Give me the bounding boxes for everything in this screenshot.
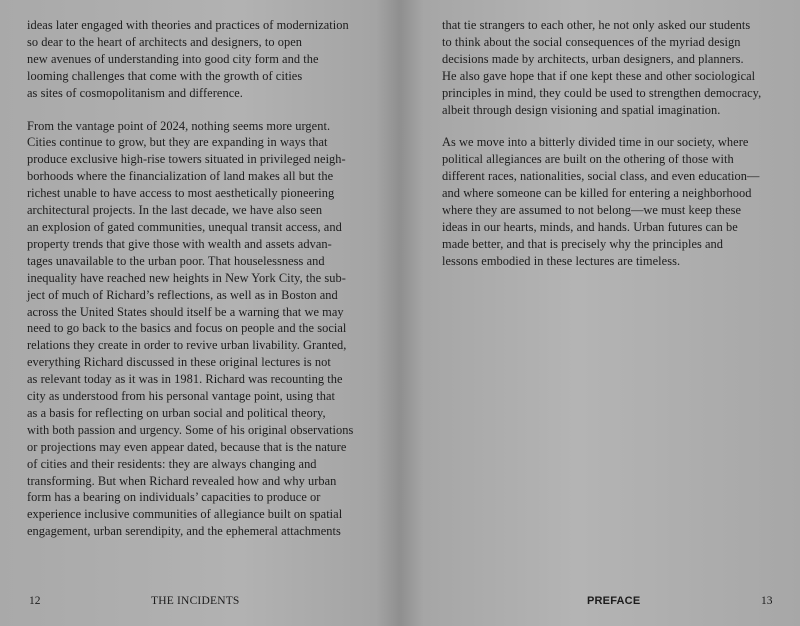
right-page-body bbox=[442, 17, 772, 270]
text-line: engagement, urban serendipity, and the ephemeral attachments bbox=[27, 524, 341, 539]
text-line: property trends that give those with wealth and assets advan- bbox=[27, 236, 332, 251]
text-line: as sites of cosmopolitanism and difference. bbox=[27, 85, 243, 100]
text-line: decisions made by architects, urban designers, and planners. bbox=[442, 51, 744, 66]
text-line: experience inclusive communities of allegiance built on spatial bbox=[27, 507, 343, 522]
text-line: or projections may even appear dated, because that is the nature bbox=[27, 439, 347, 454]
text-line: richest unable to have access to most aesthetically pioneering bbox=[27, 186, 335, 201]
text-line: where they are assumed to not belong—we must keep these bbox=[442, 203, 742, 218]
running-head-right: PREFACE bbox=[587, 595, 641, 607]
text-line: As we move into a bitterly divided time in our society, where bbox=[442, 135, 749, 150]
text-line: relations they create in order to revive urban livability. Granted, bbox=[27, 338, 347, 353]
text-line: produce exclusive high-rise towers situated in privileged neigh- bbox=[27, 152, 346, 167]
text-line: different races, nationalities, social class, and even education— bbox=[442, 169, 760, 184]
text-line: as a basis for reflecting on urban social and political theory, bbox=[27, 405, 326, 420]
text-line: to think about the social consequences of the myriad design bbox=[442, 34, 741, 49]
text-line: ideas later engaged with theories and practices of modernization bbox=[27, 18, 349, 32]
left-page-body bbox=[27, 17, 359, 540]
text-line: an explosion of gated communities, unequal transit access, and bbox=[27, 219, 342, 234]
text-line: principles in mind, they could be used to strengthen democracy, bbox=[442, 85, 762, 100]
text-line: looming challenges that come with the growth of cities bbox=[27, 68, 303, 83]
text-line: lessons embodied in these lectures are timeless. bbox=[442, 253, 681, 268]
text-line: with both passion and urgency. Some of his original observations bbox=[27, 422, 354, 437]
text-line: transforming. But when Richard revealed how and why urban bbox=[27, 473, 337, 488]
paragraph bbox=[27, 118, 359, 541]
paragraph-gap bbox=[27, 102, 359, 118]
text-line: political allegiances are built on the othering of those with bbox=[442, 152, 734, 167]
text-line: made better, and that is precisely why the principles and bbox=[442, 236, 724, 251]
text-line: as relevant today as it was in 1981. Richard was recounting the bbox=[27, 372, 343, 387]
paragraph-gap bbox=[442, 118, 772, 134]
right-page bbox=[400, 0, 800, 626]
text-line: He also gave hope that if one kept these and other sociological bbox=[442, 68, 756, 83]
text-line: across the United States should itself be a warning that we may bbox=[27, 304, 344, 319]
text-line: ject of much of Richard’s reflections, as well as in Boston and bbox=[27, 287, 338, 302]
text-line: inequality have reached new heights in New York City, the sub- bbox=[27, 270, 346, 285]
paragraph bbox=[27, 17, 359, 102]
text-line: new avenues of understanding into good city form and the bbox=[27, 51, 319, 66]
text-line: of cities and their residents: they are always changing and bbox=[27, 456, 317, 471]
text-line: everything Richard discussed in these original lectures is not bbox=[27, 355, 331, 370]
text-line: ideas in our hearts, minds, and hands. Urban futures can be bbox=[442, 219, 738, 234]
text-line: borhoods where the financialization of land makes all but the bbox=[27, 169, 334, 184]
text-line: city as understood from his personal vantage point, using that bbox=[27, 389, 335, 404]
text-line: tages unavailable to the urban poor. That houselessness and bbox=[27, 253, 325, 268]
text-line: so dear to the heart of architects and designers, to open bbox=[27, 34, 303, 49]
text-line: need to go back to the basics and focus on people and the social bbox=[27, 321, 347, 336]
running-head-left: THE INCIDENTS bbox=[151, 595, 240, 607]
text-line: From the vantage point of 2024, nothing seems more urgent. bbox=[27, 118, 331, 133]
text-line: and where someone can be killed for entering a neighborhood bbox=[442, 186, 752, 201]
paragraph bbox=[442, 134, 772, 269]
text-line: architectural projects. In the last decade, we have also seen bbox=[27, 203, 323, 218]
text-line: that tie strangers to each other, he not only asked our students bbox=[442, 18, 751, 32]
paragraph bbox=[442, 17, 772, 118]
page-number-left: 12 bbox=[29, 595, 41, 607]
page-number-right: 13 bbox=[761, 595, 773, 607]
text-line: Cities continue to grow, but they are expanding in ways that bbox=[27, 135, 328, 150]
text-line: form has a bearing on individuals’ capacities to produce or bbox=[27, 490, 321, 505]
text-line: albeit through design visioning and spatial imagination. bbox=[442, 102, 721, 117]
